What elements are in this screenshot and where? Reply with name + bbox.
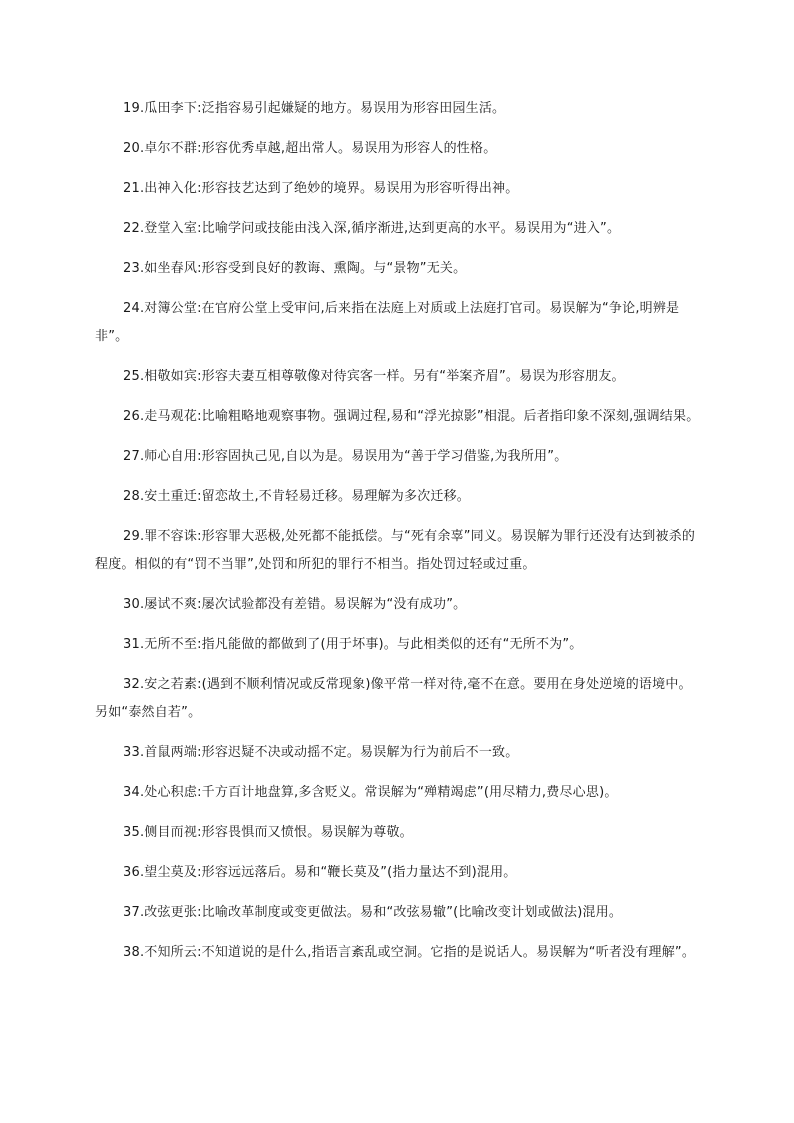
idiom-entry-38	[95, 939, 700, 967]
idiom-entry-32	[95, 671, 700, 727]
entry-text: 走马观花:比喻粗略地观察事物。强调过程,易和“浮光掠影”相混。后者指印象不深刻,强调结果。	[144, 409, 700, 424]
entry-number: 21.	[123, 181, 145, 196]
idiom-entry-25	[95, 363, 700, 391]
entry-text: 屡试不爽:屡次试验都没有差错。易误解为“没有成功”。	[144, 597, 467, 612]
idiom-entry-22	[95, 215, 700, 243]
entry-text: 瓜田李下:泛指容易引起嫌疑的地方。易误用为形容田园生活。	[144, 101, 506, 116]
entry-number: 25.	[123, 369, 145, 384]
entry-text: 不知所云:不知道说的是什么,指语言紊乱或空洞。它指的是说话人。易误解为“听者没有理解”。	[144, 945, 696, 960]
entry-number: 37.	[123, 905, 145, 920]
entry-number: 22.	[123, 221, 145, 236]
entry-text: 对簿公堂:在官府公堂上受审问,后来指在法庭上对质或上法庭打官司。易误解为“争论,明辨是非”。	[95, 301, 680, 344]
entry-number: 23.	[123, 261, 145, 276]
entry-number: 20.	[123, 141, 145, 156]
idiom-entry-29	[95, 523, 700, 579]
entry-text: 无所不至:指凡能做的都做到了(用于坏事)。与此相类似的还有“无所不为”。	[144, 637, 583, 652]
entry-text: 安土重迁:留恋故土,不肯轻易迁移。易理解为多次迁移。	[144, 489, 470, 504]
entry-text: 安之若素:(遇到不顺利情况或反常现象)像平常一样对待,毫不在意。要用在身处逆境的语境中。另如“泰然自若”。	[95, 677, 692, 720]
idiom-entry-34	[95, 779, 700, 807]
entry-text: 如坐春风:形容受到良好的教诲、熏陶。与“景物”无关。	[144, 261, 467, 276]
entry-text: 罪不容诛:形容罪大恶极,处死都不能抵偿。与“死有余辜”同义。易误解为罪行还没有达到被杀的程度。相似的有“罚不当罪”,处罚和所犯的罪行不相当。指处罚过轻或过重。	[95, 529, 696, 572]
entry-text: 卓尔不群:形容优秀卓越,超出常人。易误用为形容人的性格。	[144, 141, 497, 156]
idiom-entry-19	[95, 95, 700, 123]
idiom-entry-26	[95, 403, 700, 431]
entry-number: 19.	[123, 101, 145, 116]
entry-number: 38.	[123, 945, 145, 960]
entry-text: 望尘莫及:形容远远落后。易和“鞭长莫及”(指力量达不到)混用。	[144, 865, 517, 880]
entry-text: 处心积虑:千方百计地盘算,多含贬义。常误解为“殚精竭虑”(用尽精力,费尽心思)。	[144, 785, 618, 800]
idiom-entry-31	[95, 631, 700, 659]
idiom-entry-30	[95, 591, 700, 619]
idiom-list	[95, 95, 700, 979]
idiom-entry-27	[95, 443, 700, 471]
entry-text: 侧目而视:形容畏惧而又愤恨。易误解为尊敬。	[144, 825, 413, 840]
entry-number: 28.	[123, 489, 145, 504]
entry-number: 31.	[123, 637, 145, 652]
entry-number: 32.	[123, 677, 145, 692]
entry-text: 登堂入室:比喻学问或技能由浅入深,循序渐进,达到更高的水平。易误用为“进入”。	[144, 221, 621, 236]
entry-text: 师心自用:形容固执己见,自以为是。易误用为“善于学习借鉴,为我所用”。	[144, 449, 568, 464]
entry-number: 29.	[123, 529, 145, 544]
idiom-entry-28	[95, 483, 700, 511]
entry-number: 36.	[123, 865, 145, 880]
entry-text: 出神入化:形容技艺达到了绝妙的境界。易误用为形容听得出神。	[144, 181, 519, 196]
idiom-entry-24	[95, 295, 700, 351]
idiom-entry-36	[95, 859, 700, 887]
entry-number: 24.	[123, 301, 145, 316]
entry-text: 首鼠两端:形容迟疑不决或动摇不定。易误解为行为前后不一致。	[144, 745, 519, 760]
idiom-entry-23	[95, 255, 700, 283]
idiom-entry-20	[95, 135, 700, 163]
entry-number: 35.	[123, 825, 145, 840]
entry-number: 33.	[123, 745, 145, 760]
idiom-entry-33	[95, 739, 700, 767]
entry-text: 改弦更张:比喻改革制度或变更做法。易和“改弦易辙”(比喻改变计划或做法)混用。	[144, 905, 623, 920]
idiom-entry-37	[95, 899, 700, 927]
entry-number: 27.	[123, 449, 145, 464]
idiom-entry-35	[95, 819, 700, 847]
entry-number: 26.	[123, 409, 145, 424]
entry-number: 30.	[123, 597, 145, 612]
entry-number: 34.	[123, 785, 145, 800]
idiom-entry-21	[95, 175, 700, 203]
entry-text: 相敬如宾:形容夫妻互相尊敬像对待宾客一样。另有“举案齐眉”。易误为形容朋友。	[144, 369, 625, 384]
